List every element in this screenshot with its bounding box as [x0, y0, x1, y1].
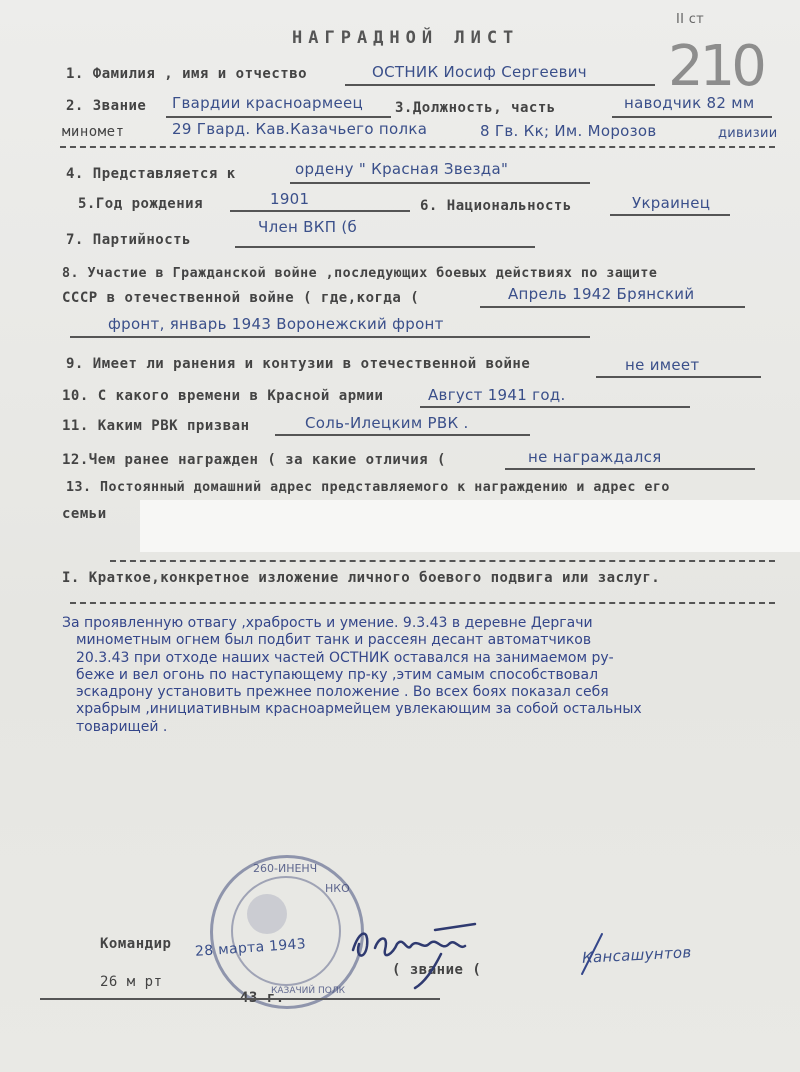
citation-line: минометным огнем был подбит танк и рассеян десант автоматчиков	[76, 632, 592, 649]
war-underline-1	[480, 306, 745, 308]
army-since-label: 10. С какого времени в Красной армии	[62, 388, 384, 404]
wounds-underline	[596, 376, 761, 378]
rvk-value: Соль-Илецким РВК .	[305, 414, 469, 432]
unit-value-c: 8 Гв. Кк; Им. Морозов	[480, 122, 657, 140]
citation-line: товарищей .	[76, 718, 168, 735]
citation-line: храбрым ,инициативным красноармейцем увлекающим за собой остальных	[76, 701, 642, 718]
unit-value-a: миномет	[62, 124, 125, 140]
redacted-address-area	[140, 500, 800, 552]
nationality-value: Украинец	[632, 194, 711, 212]
corner-number: 210	[668, 34, 763, 99]
commander-label: Командир	[100, 936, 172, 952]
party-value: Член ВКП (б	[258, 218, 358, 236]
name-value: ОСТНИК Иосиф Сергеевич	[372, 63, 587, 81]
divider-1	[60, 146, 775, 148]
rank-label: 2. Звание	[66, 98, 147, 114]
date-typed: 26 м рт	[100, 974, 163, 990]
prev-awards-underline	[505, 468, 755, 470]
unit-value-d: дивизии	[718, 126, 778, 141]
position-underline	[612, 116, 772, 118]
address-label: 13. Постоянный домашний адрес представляемого к награждению и адрес его	[66, 480, 670, 495]
stamp-top-text: 260-ИНЕНЧ	[253, 862, 318, 875]
rvk-label: 11. Каким РВК призван	[62, 418, 250, 434]
commander-signature	[345, 910, 495, 990]
stamp-emblem-icon	[247, 894, 287, 934]
rank-field-label: ( звание (	[392, 962, 482, 978]
war-label-2: СССР в отечественной войне ( где,когда (	[62, 290, 420, 306]
citation-line: эскадрону установить прежнее положение . Во всех боях показал себя	[76, 684, 609, 701]
corner-note: II ст	[676, 12, 705, 27]
year-suffix: 43 г.	[240, 990, 285, 1006]
birth-label: 5.Год рождения	[78, 196, 204, 212]
signature-bracket-icon	[572, 930, 612, 980]
hand-date: 28 мартa 1943	[194, 936, 307, 960]
citation-line: За проявленную отвагу ,храбрость и умение. 9.3.43 в деревне Дергачи	[62, 615, 593, 631]
award-underline	[290, 182, 590, 184]
footer-underline	[40, 998, 440, 1000]
wounds-label: 9. Имеет ли ранения и контузии в отечественной войне	[66, 356, 531, 372]
divider-3	[70, 602, 775, 604]
prev-awards-label: 12.Чем ранее награжден ( за какие отличия (	[62, 452, 446, 468]
nationality-underline	[610, 214, 730, 216]
citation-text	[62, 615, 772, 736]
war-value-2: фронт, январь 1943 Воронежский фронт	[108, 315, 444, 333]
party-label: 7. Партийность	[66, 232, 192, 248]
war-value-1: Апрель 1942 Брянский	[508, 285, 695, 303]
award-value: ордену " Красная Звезда"	[295, 160, 509, 178]
wounds-value: не имеет	[625, 356, 700, 374]
citation-line: 20.3.43 при отходе наших частей ОСТНИК оставался на занимаемом ру-	[76, 649, 614, 666]
citation-line: беже и вел огонь по наступающему пр-ку ,этим самым способствовал	[76, 666, 599, 683]
rank-value: Гвардии красноармеец	[172, 94, 364, 112]
document-title: НАГРАДНОЙ ЛИСТ	[292, 28, 520, 48]
war-underline-2	[70, 336, 590, 338]
address-label-2: семьи	[62, 506, 107, 522]
signature-name: Кансашунтов	[581, 943, 692, 967]
rank-underline	[166, 116, 391, 118]
position-value: наводчик 82 мм	[624, 94, 755, 112]
section-label: I. Краткое,конкретное изложение личного боевого подвига или заслуг.	[62, 570, 661, 586]
name-label: 1. Фамилия , имя и отчество	[66, 66, 308, 82]
army-since-underline	[420, 406, 690, 408]
birth-value: 1901	[270, 190, 310, 208]
stamp-side-text: НКО	[325, 882, 350, 895]
birth-underline	[230, 210, 410, 212]
award-label: 4. Представляется к	[66, 166, 236, 182]
stamp-bottom-text: КАЗАЧИЙ ПОЛК	[271, 986, 345, 996]
position-label: 3.Должность, часть	[395, 100, 556, 116]
war-label: 8. Участие в Гражданской войне ,последующих боевых действиях по защите	[62, 266, 658, 281]
divider-2	[110, 560, 775, 562]
unit-value-b: 29 Гвард. Кав.Казачьего полка	[172, 120, 428, 138]
name-underline	[345, 84, 655, 86]
nationality-label: 6. Национальность	[420, 198, 572, 214]
regiment-stamp	[210, 855, 364, 1009]
rvk-underline	[275, 434, 530, 436]
party-underline	[235, 246, 535, 248]
army-since-value: Август 1941 год.	[428, 386, 566, 404]
prev-awards-value: не награждался	[528, 448, 662, 466]
